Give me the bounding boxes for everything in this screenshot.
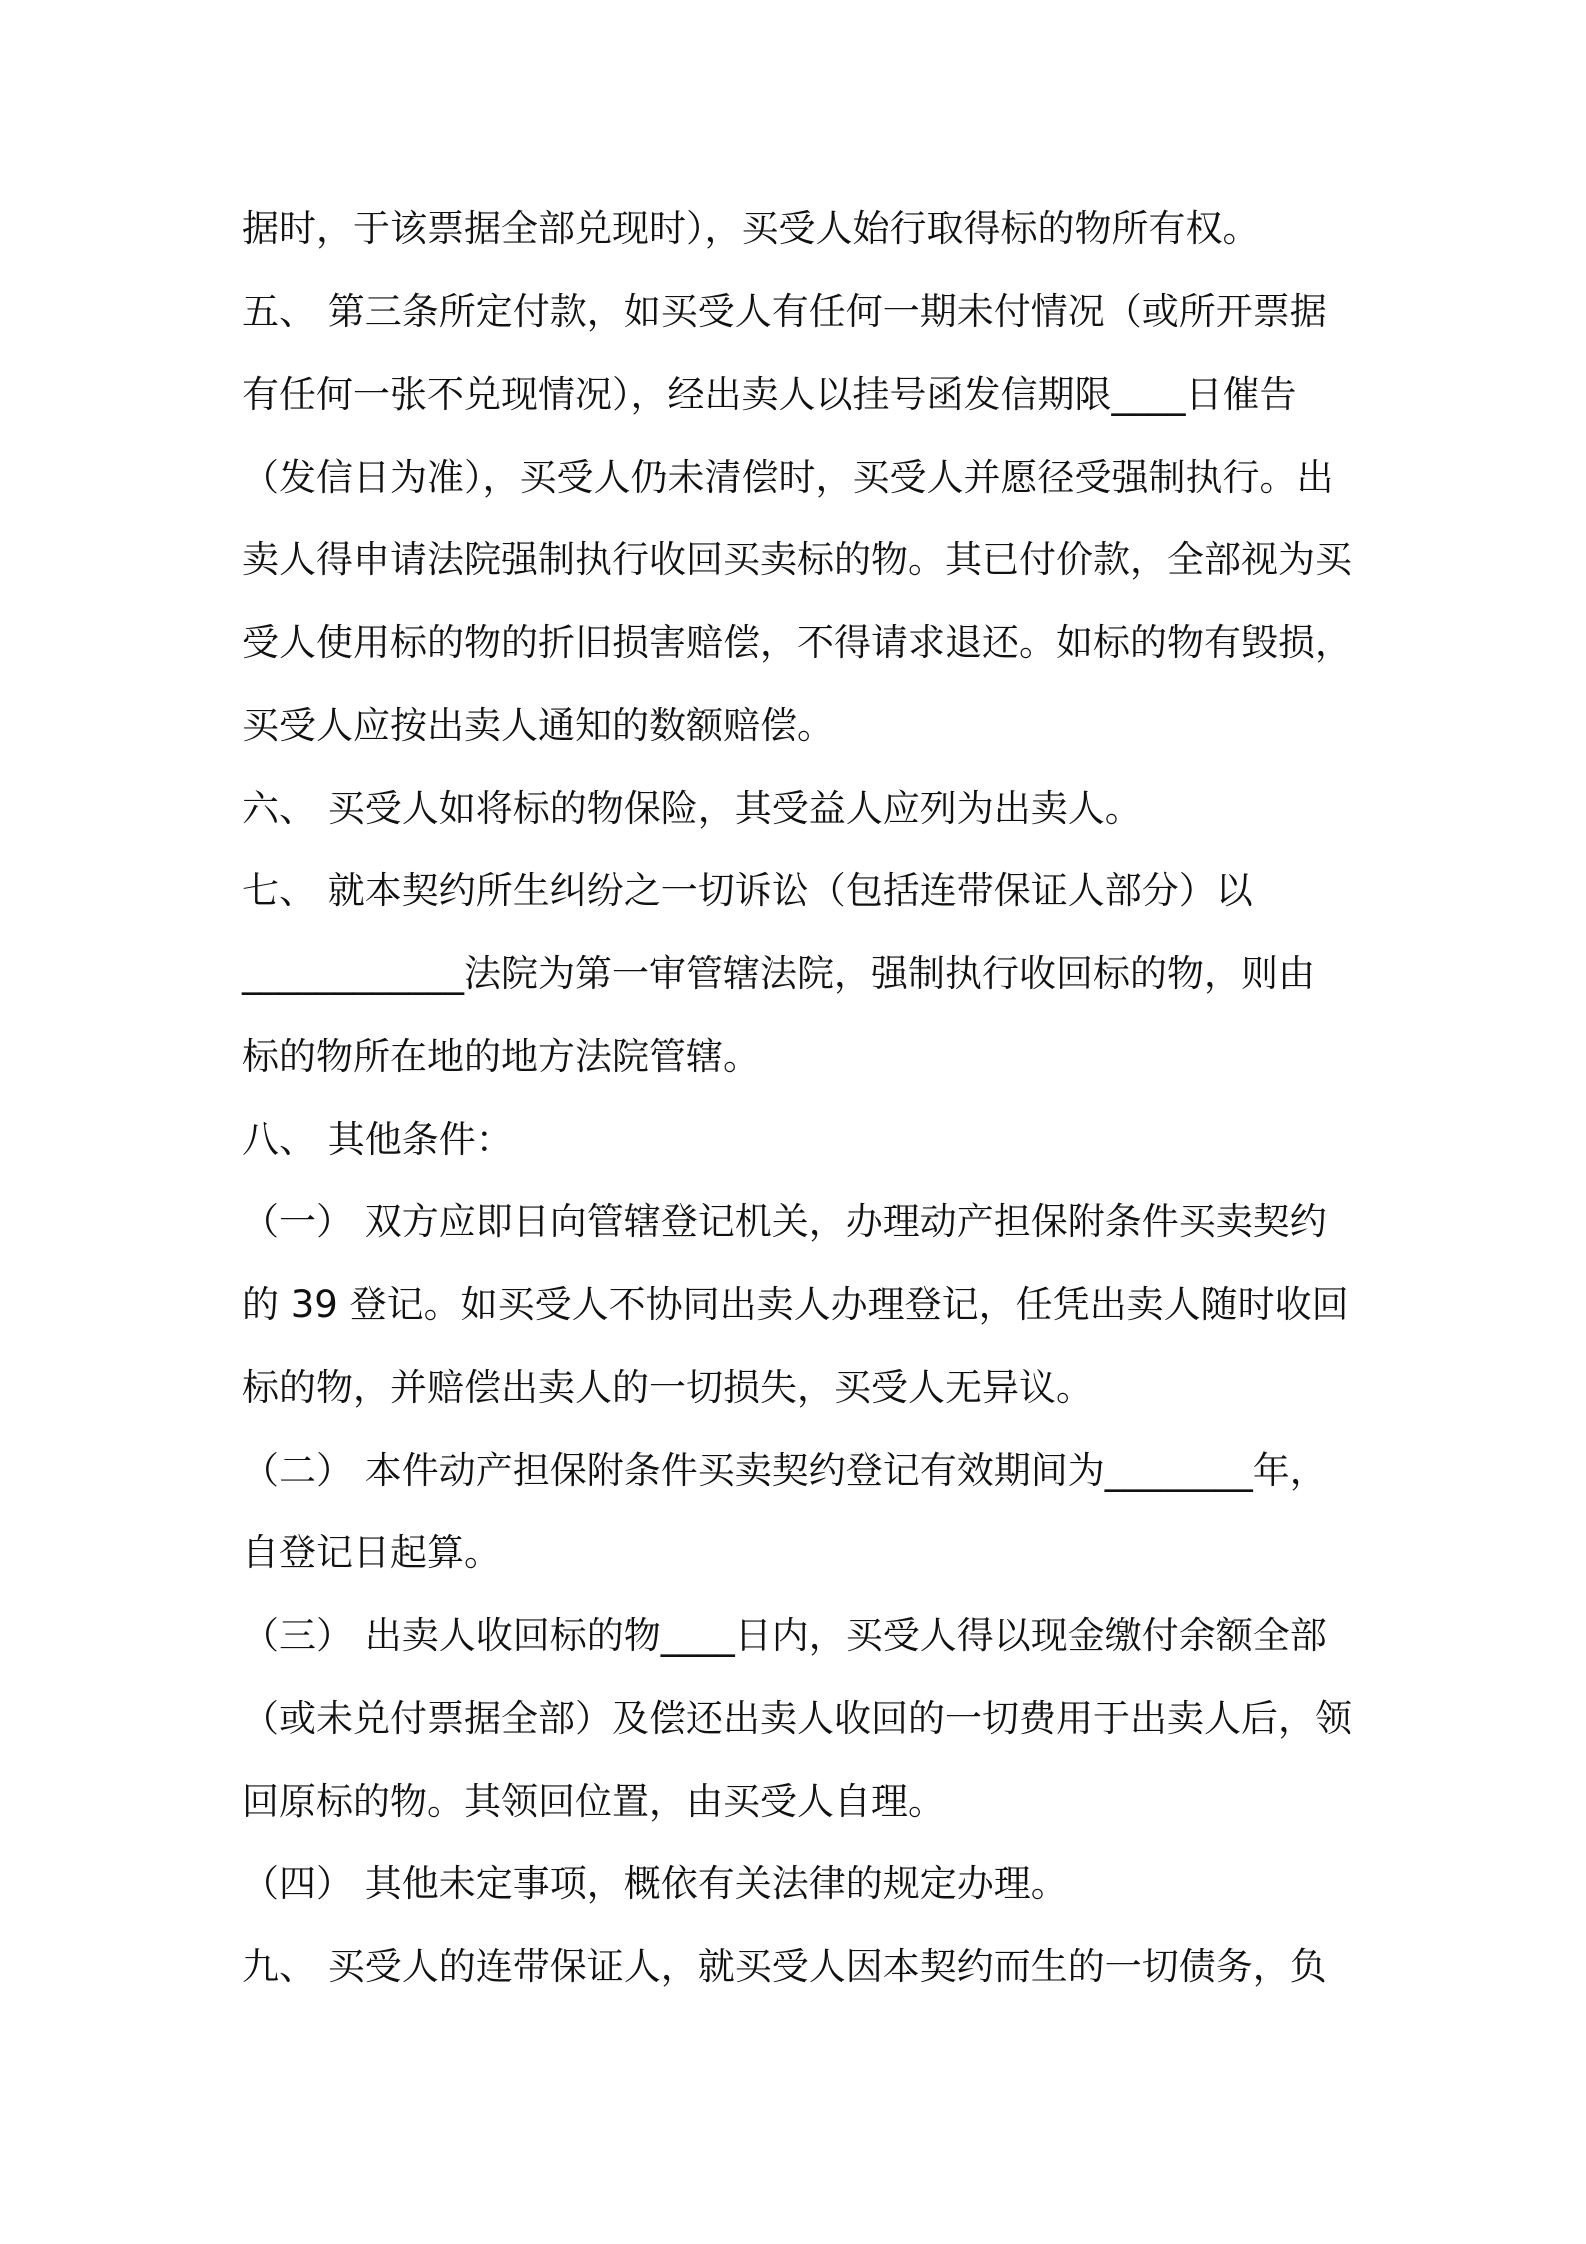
text-line-21: （四） 其他未定事项，概依有关法律的规定办理。 [242,1862,1068,1905]
text-line-9: 七、 就本契约所生纠纷之一切诉讼（包括连带保证人部分）以 [242,869,1253,912]
text-line-22: 九、 买受人的连带保证人，就买受人因本契约而生的一切债务，负 [242,1945,1327,1988]
text-line-20: 回原标的物。其领回位置，由买受人自理。 [242,1780,945,1823]
text-line-6: 受人使用标的物的折旧损害赔偿，不得请求退还。如标的物有毁损， [242,621,1352,664]
text-line-10: ____________法院为第一审管辖法院，强制执行收回标的物，则由 [242,952,1315,995]
text-line-15: 标的物，并赔偿出卖人的一切损失，买受人无异议。 [242,1366,1093,1409]
text-line-14: 的 39 登记。如买受人不协同出卖人办理登记，任凭出卖人随时收回 [242,1283,1349,1326]
text-line-11: 标的物所在地的地方法院管辖。 [242,1035,760,1078]
text-line-2: 五、 第三条所定付款，如买受人有任何一期未付情况（或所开票据 [242,290,1327,333]
text-line-3: 有任何一张不兑现情况），经出卖人以挂号函发信期限____日催告 [242,373,1297,416]
text-line-17: 自登记日起算。 [242,1531,501,1574]
text-line-18: （三） 出卖人收回标的物____日内，买受人得以现金缴付余额全部 [242,1614,1327,1657]
text-line-7: 买受人应按出卖人通知的数额赔偿。 [242,704,834,747]
text-line-5: 卖人得申请法院强制执行收回买卖标的物。其已付价款，全部视为买 [242,538,1352,581]
text-line-13: （一） 双方应即日向管辖登记机关，办理动产担保附条件买卖契约 [242,1200,1327,1243]
text-line-8: 六、 买受人如将标的物保险，其受益人应列为出卖人。 [242,787,1142,830]
text-line-16: （二） 本件动产担保附条件买卖契约登记有效期间为________年， [242,1449,1327,1492]
text-line-4: （发信日为准），买受人仍未清偿时，买受人并愿径受强制执行。出 [242,456,1334,499]
text-line-1: 据时，于该票据全部兑现时），买受人始行取得标的物所有权。 [242,207,1260,250]
text-line-12: 八、 其他条件： [242,1118,513,1161]
text-line-19: （或未兑付票据全部）及偿还出卖人收回的一切费用于出卖人后，领 [242,1697,1352,1740]
